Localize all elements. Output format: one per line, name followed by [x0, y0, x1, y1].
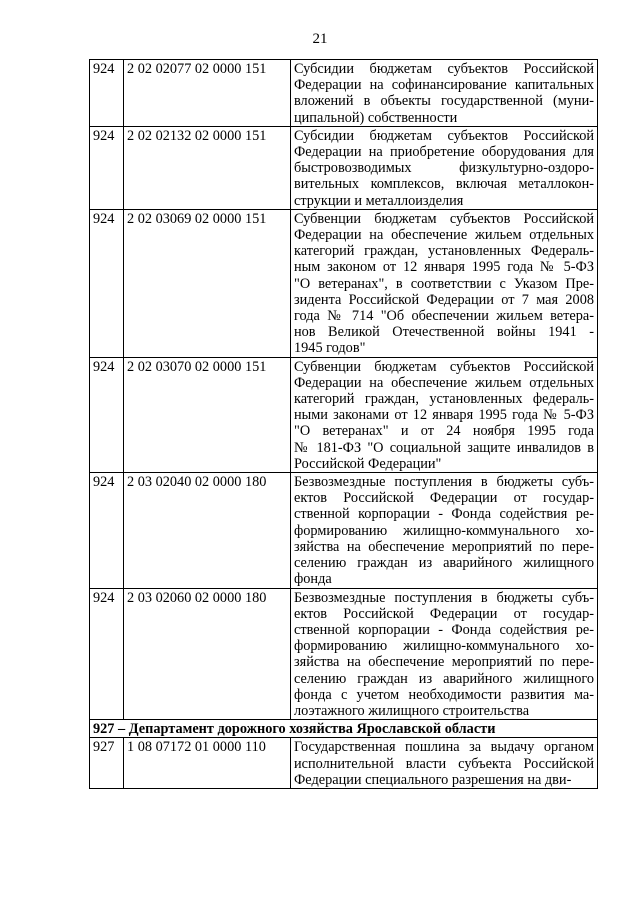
description-line: ципальной) собственности	[294, 109, 458, 126]
table-row	[90, 209, 598, 357]
description-line: ектов Российской Федерации от государ-	[294, 490, 594, 507]
description-line: Федерации на обеспечение жильем отдельных	[294, 374, 594, 391]
description-line: Субвенции бюджетам субъектов Российской	[294, 358, 594, 375]
admin-code-cell: 924	[90, 473, 124, 588]
description-line: "О ветеранах", в соответствии с Указом Пре-	[294, 275, 594, 292]
description-line: фонда	[294, 571, 332, 588]
revenue-description-cell	[291, 588, 598, 720]
description-line: категорий граждан, установленных федераль-	[294, 391, 594, 408]
description-line: селению граждан из аварийного жилищного	[294, 670, 594, 687]
description-line: Российской Федерации"	[294, 455, 442, 472]
description-line: Субсидии бюджетам субъектов Российской	[294, 61, 594, 77]
table-row	[90, 588, 598, 720]
description-line: лоэтажного жилищного строительства	[294, 702, 530, 719]
description-line: струкции и металлоизделия	[294, 192, 464, 209]
description-line: ектов Российской Федерации от государ-	[294, 605, 594, 622]
admin-code-cell: 924	[90, 126, 124, 209]
description-line: селению граждан из аварийного жилищного	[294, 555, 594, 572]
description-line: Федерации на обеспечение жильем отдельных	[294, 227, 594, 244]
description-line: вложений в объекты государственной (муни-	[294, 93, 594, 110]
budget-revenue-table	[89, 59, 598, 789]
description-line: "О ветеранах" и от 24 ноября 1995 года	[294, 423, 594, 440]
description-line: № 181-ФЗ "О социальной защите инвалидов в	[294, 439, 594, 456]
budget-code-cell: 1 08 07172 01 0000 110	[124, 738, 291, 789]
table-row	[90, 126, 598, 209]
description-line: Субвенции бюджетам субъектов Российской	[294, 210, 594, 227]
description-line: категорий граждан, установленных Федераль-	[294, 243, 594, 260]
section-title: 927 – Департамент дорожного хозяйства Ярославской области	[90, 720, 598, 738]
description-line: формированию жилищно-коммунального хо-	[294, 522, 594, 539]
description-line: ственной корпорации - Фонда содействия ре-	[294, 621, 594, 638]
revenue-description-cell	[291, 738, 598, 789]
description-line: нов Великой Отечественной войны 1941 -	[294, 324, 594, 341]
description-line: 1945 годов"	[294, 340, 366, 357]
revenue-description-cell	[291, 357, 598, 472]
description-line: зяйства на обеспечение мероприятий по пере-	[294, 538, 594, 555]
description-line: Государственная пошлина за выдачу органом	[294, 739, 594, 756]
admin-code-cell: 927	[90, 738, 124, 789]
description-line: формированию жилищно-коммунального хо-	[294, 638, 594, 655]
admin-code-cell: 924	[90, 209, 124, 357]
description-line: ным законом от 12 января 1995 года № 5-ФЗ	[294, 259, 594, 276]
table-row	[90, 473, 598, 588]
table-row	[90, 738, 598, 789]
table-row	[90, 357, 598, 472]
budget-code-cell: 2 02 02077 02 0000 151	[124, 60, 291, 127]
revenue-description-cell	[291, 209, 598, 357]
description-line: исполнительной власти субъекта Российской	[294, 755, 594, 772]
budget-code-cell: 2 03 02060 02 0000 180	[124, 588, 291, 720]
description-line: Федерации на софинансирование капитальных	[294, 77, 594, 94]
revenue-description-cell	[291, 473, 598, 588]
budget-code-cell: 2 02 02132 02 0000 151	[124, 126, 291, 209]
page-number: 21	[312, 31, 328, 47]
budget-code-cell: 2 02 03070 02 0000 151	[124, 357, 291, 472]
revenue-description-cell	[291, 60, 598, 127]
description-line: Федерации на приобретение оборудования для	[294, 144, 594, 161]
budget-code-cell: 2 02 03069 02 0000 151	[124, 209, 291, 357]
admin-code-cell: 924	[90, 588, 124, 720]
description-line: ственной корпорации - Фонда содействия ре-	[294, 506, 594, 523]
description-line: быстровозводимых физкультурно-оздоро-	[294, 160, 594, 177]
description-line: года № 714 "Об обеспечении жильем ветера-	[294, 308, 594, 325]
admin-code-cell: 924	[90, 60, 124, 127]
description-line: фонда с учетом необходимости развития ма-	[294, 686, 594, 703]
description-line: вительных комплексов, включая металлокон-	[294, 176, 594, 193]
description-line: ными законами от 12 января 1995 года № 5-ФЗ	[294, 407, 594, 424]
description-line: зяйства на обеспечение мероприятий по пере-	[294, 654, 594, 671]
description-line: Субсидии бюджетам субъектов Российской	[294, 127, 594, 144]
table-body	[90, 60, 598, 789]
section-header-row	[90, 720, 598, 738]
admin-code-cell: 924	[90, 357, 124, 472]
description-line: Безвозмездные поступления в бюджеты субъ-	[294, 589, 594, 606]
description-line: Федерации специального разрешения на дви-	[294, 771, 572, 788]
description-line: зидента Российской Федерации от 7 мая 2008	[294, 291, 594, 308]
description-line: Безвозмездные поступления в бюджеты субъ-	[294, 474, 594, 491]
revenue-description-cell	[291, 126, 598, 209]
table-row	[90, 60, 598, 127]
budget-code-cell: 2 03 02040 02 0000 180	[124, 473, 291, 588]
